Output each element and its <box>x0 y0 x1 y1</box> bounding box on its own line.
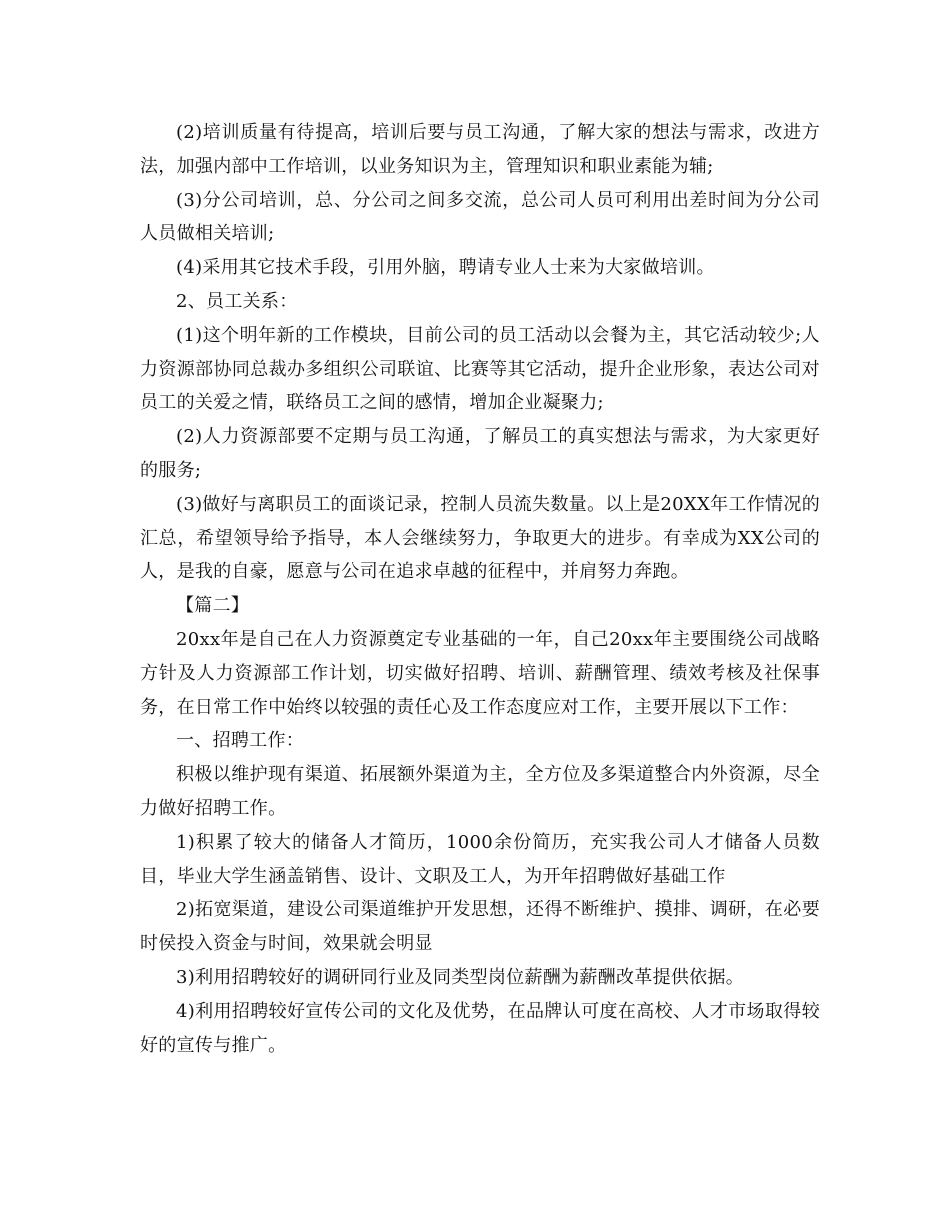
paragraph-exit-interviews: (3)做好与离职员工的面谈记录，控制人员流失数量。以上是20XX年工作情况的汇总，希望领导给予指导，本人会继续努力，争取更大的进步。有幸成为XX公司的人，是我的自豪，愿意与公司在追求卓越的征程中，并肩努力奔跑。 <box>140 493 820 583</box>
paragraph-recruitment-channels: 积极以维护现有渠道、拓展额外渠道为主，全方位及多渠道整合内外资源，尽全力做好招聘工作。 <box>140 764 820 819</box>
paragraph-employee-activities: (1)这个明年新的工作模块，目前公司的员工活动以会餐为主，其它活动较少;人力资源部协同总裁办多组织公司联谊、比赛等其它活动，提升企业形象，表达公司对员工的关爱之情，联络员工之间的感情，增加企业凝聚力; <box>140 324 820 414</box>
paragraph-talent-pool: 1)积累了较大的储备人才简历，1000余份简历，充实我公司人才储备人员数目，毕业大学生涵盖销售、设计、文职及工人，为开年招聘做好基础工作 <box>140 831 820 887</box>
paragraph-salary-research: 3)利用招聘较好的调研同行业及同类型岗位薪酬为薪酬改革提供依据。 <box>176 966 745 988</box>
section-heading-employee-relations: 2、员工关系： <box>176 290 298 312</box>
document-body <box>140 116 820 1062</box>
paragraph-external-experts: (4)采用其它技术手段，引用外脑，聘请专业人士来为大家做培训。 <box>176 257 715 279</box>
paragraph-brand-promotion: 4)利用招聘较好宣传公司的文化及优势，在品牌认可度在高校、人才市场取得较好的宣传与推广。 <box>140 1000 820 1056</box>
section-heading-part-two: 【篇二】 <box>176 595 250 617</box>
paragraph-employee-communication: (2)人力资源部要不定期与员工沟通，了解员工的真实想法与需求，为大家更好的服务; <box>140 426 820 481</box>
section-heading-recruitment: 一、招聘工作： <box>176 730 305 752</box>
paragraph-branch-training: (3)分公司培训，总、分公司之间多交流，总公司人员可利用出差时间为分公司人员做相关培训; <box>140 189 820 245</box>
paragraph-channel-expansion: 2)拓宽渠道，建设公司渠道维护开发思想，还得不断维护、摸排、调研，在必要时侯投入资金与时间，效果就会明显 <box>140 899 820 955</box>
paragraph-training-quality: (2)培训质量有待提高，培训后要与员工沟通，了解大家的想法与需求，改进方法，加强内部中工作培训，以业务知识为主，管理知识和职业素能为辅; <box>140 122 820 177</box>
paragraph-year-overview: 20xx年是自己在人力资源奠定专业基础的一年，自己20xx年主要围绕公司战略方针及人力资源部工作计划，切实做好招聘、培训、薪酬管理、绩效考核及社保事务，在日常工作中始终以较强的责任心及工作态度应对工作，主要开展以下工作： <box>140 628 820 718</box>
